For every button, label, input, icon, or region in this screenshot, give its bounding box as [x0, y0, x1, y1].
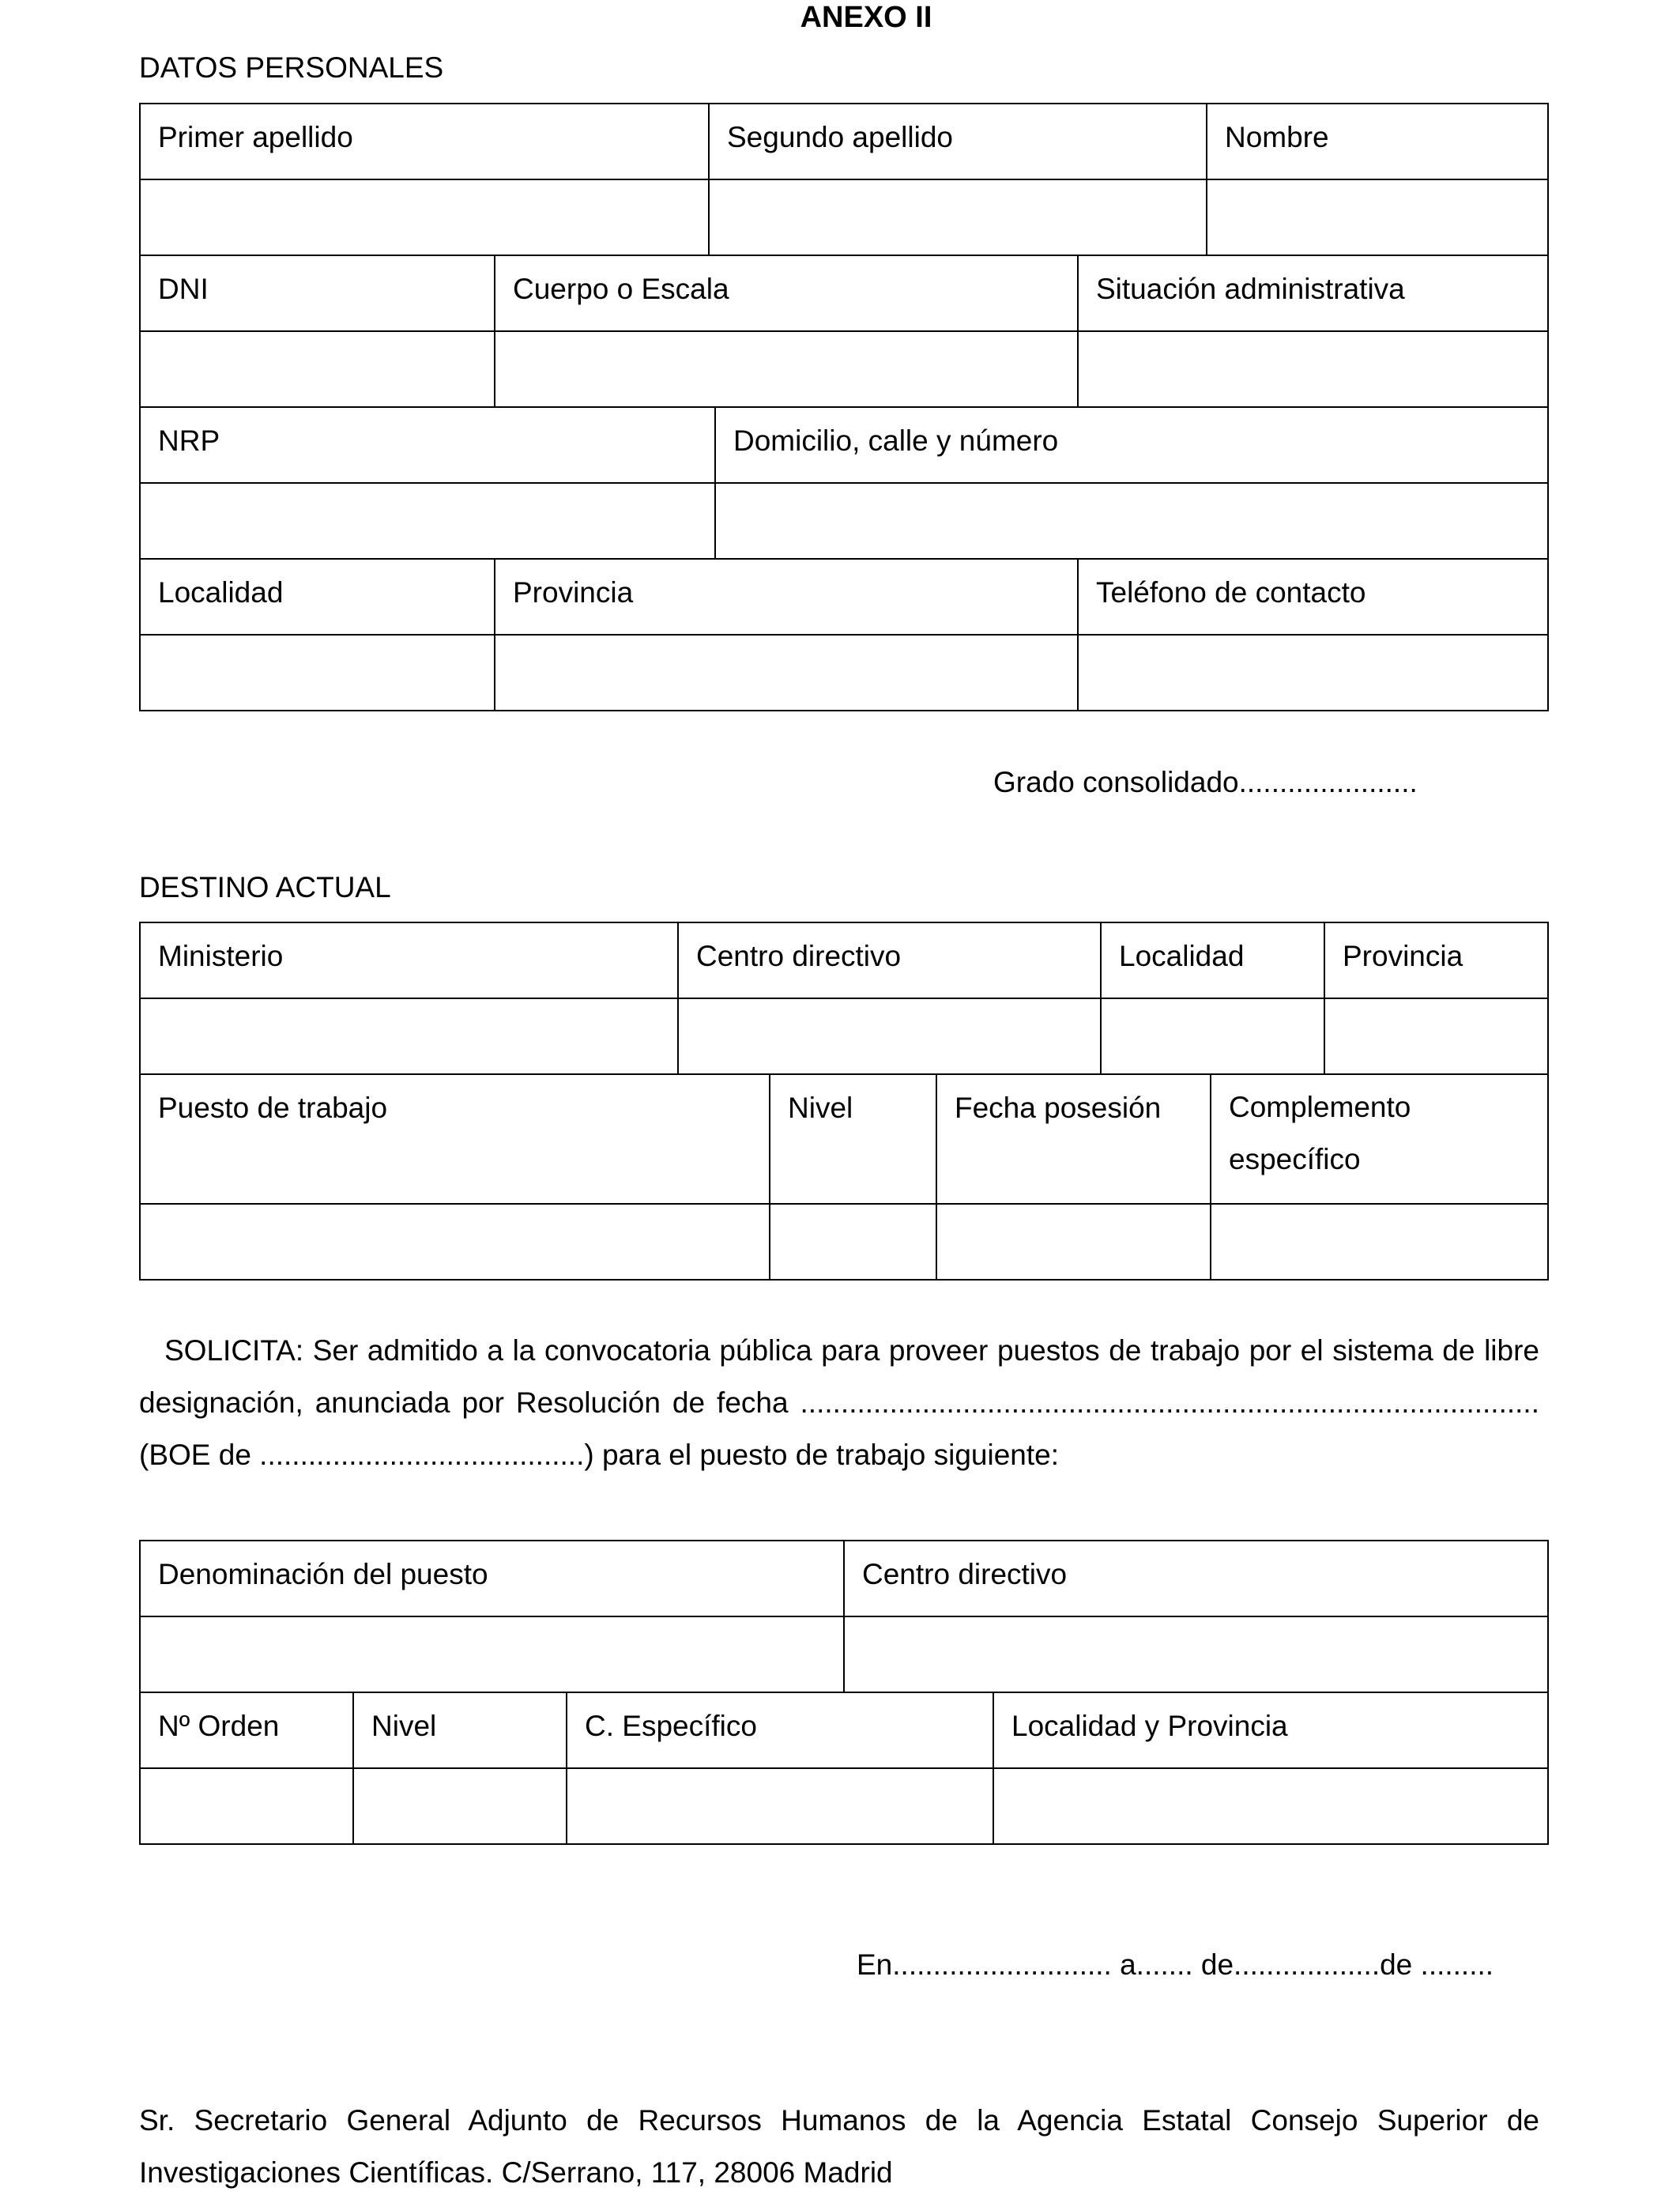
field-localidad-destino[interactable]: [1101, 998, 1324, 1074]
destinatario-paragraph: [139, 2095, 1539, 2199]
datos-personales-table-d: [139, 558, 1549, 711]
datos-personales-table-c: [139, 406, 1549, 560]
label-situacion-administrativa: Situación administrativa: [1078, 255, 1548, 331]
label-localidad-destino: Localidad: [1101, 922, 1324, 998]
field-c-especifico[interactable]: [567, 1768, 993, 1844]
label-complemento-especifico: Complemento específico: [1211, 1074, 1548, 1204]
puesto-solicitado-table-b: [139, 1692, 1549, 1845]
label-nombre: Nombre: [1207, 104, 1548, 179]
page-title: ANEXO II: [800, 1, 932, 34]
label-localidad-provincia: Localidad y Provincia: [993, 1692, 1548, 1768]
field-segundo-apellido[interactable]: [709, 179, 1207, 255]
label-nrp: NRP: [140, 407, 715, 483]
field-numero-orden[interactable]: [140, 1768, 353, 1844]
solicita-line-3: (BOE de ........................................) para el puesto de trabajo siguiente:: [139, 1439, 1059, 1471]
field-primer-apellido[interactable]: [140, 179, 709, 255]
destino-actual-table-a: [139, 922, 1549, 1075]
label-nivel-solicitado: Nivel: [353, 1692, 567, 1768]
label-localidad: Localidad: [140, 559, 495, 635]
destinatario-line-2: Investigaciones Científicas. C/Serrano, 117, 28006 Madrid: [139, 2156, 893, 2189]
label-fecha-posesion: Fecha posesión: [936, 1074, 1211, 1204]
field-localidad-provincia[interactable]: [993, 1768, 1548, 1844]
label-dni: DNI: [140, 255, 495, 331]
field-ministerio[interactable]: [140, 998, 678, 1074]
field-nivel-solicitado[interactable]: [353, 1768, 567, 1844]
label-centro-directivo: Centro directivo: [678, 922, 1101, 998]
label-puesto-trabajo: Puesto de trabajo: [140, 1074, 770, 1204]
label-telefono-contacto: Teléfono de contacto: [1078, 559, 1548, 635]
label-provincia-destino: Provincia: [1324, 922, 1548, 998]
label-c-especifico: C. Específico: [567, 1692, 993, 1768]
field-centro-directivo[interactable]: [678, 998, 1101, 1074]
section-heading-destino-actual: DESTINO ACTUAL: [139, 871, 391, 903]
section-heading-datos-personales: DATOS PERSONALES: [139, 51, 444, 84]
label-centro-directivo-solicitado: Centro directivo: [844, 1541, 1548, 1616]
solicita-line-2: designación, anunciada por Resolución de fecha ...........................................................................................: [139, 1386, 1539, 1419]
field-puesto-trabajo[interactable]: [140, 1204, 770, 1280]
field-denominacion-puesto[interactable]: [140, 1616, 844, 1692]
field-domicilio[interactable]: [715, 483, 1548, 559]
field-localidad[interactable]: [140, 635, 495, 711]
field-provincia-destino[interactable]: [1324, 998, 1548, 1074]
label-numero-orden: Nº Orden: [140, 1692, 353, 1768]
label-primer-apellido: Primer apellido: [140, 104, 709, 179]
field-provincia[interactable]: [495, 635, 1078, 711]
solicita-line-1: SOLICITA: Ser admitido a la convocatoria pública para proveer puestos de trabajo por el sistema de libre: [164, 1334, 1539, 1367]
field-cuerpo-escala[interactable]: [495, 331, 1078, 407]
label-domicilio: Domicilio, calle y número: [715, 407, 1548, 483]
label-cuerpo-escala: Cuerpo o Escala: [495, 255, 1078, 331]
field-telefono-contacto[interactable]: [1078, 635, 1548, 711]
field-centro-directivo-solicitado[interactable]: [844, 1616, 1548, 1692]
field-fecha-posesion[interactable]: [936, 1204, 1211, 1280]
puesto-solicitado-table-a: [139, 1540, 1549, 1693]
field-complemento-especifico[interactable]: [1211, 1204, 1548, 1280]
field-dni[interactable]: [140, 331, 495, 407]
field-nombre[interactable]: [1207, 179, 1548, 255]
label-provincia: Provincia: [495, 559, 1078, 635]
solicita-paragraph: [139, 1325, 1539, 1481]
destinatario-line-1: Sr. Secretario General Adjunto de Recursos Humanos de la Agencia Estatal Consejo Superior de: [139, 2104, 1539, 2137]
destino-actual-table-b: [139, 1073, 1549, 1281]
label-segundo-apellido: Segundo apellido: [709, 104, 1207, 179]
field-nivel-destino[interactable]: [770, 1204, 936, 1280]
field-nrp[interactable]: [140, 483, 715, 559]
label-ministerio: Ministerio: [140, 922, 678, 998]
grado-consolidado: Grado consolidado......................: [993, 766, 1418, 798]
fecha-lugar-line: En........................... a....... de..................de .........: [857, 1948, 1494, 1981]
datos-personales-table-b: [139, 255, 1549, 408]
datos-personales-table-a: [139, 103, 1549, 256]
field-situacion-administrativa[interactable]: [1078, 331, 1548, 407]
label-denominacion-puesto: Denominación del puesto: [140, 1541, 844, 1616]
label-nivel-destino: Nivel: [770, 1074, 936, 1204]
